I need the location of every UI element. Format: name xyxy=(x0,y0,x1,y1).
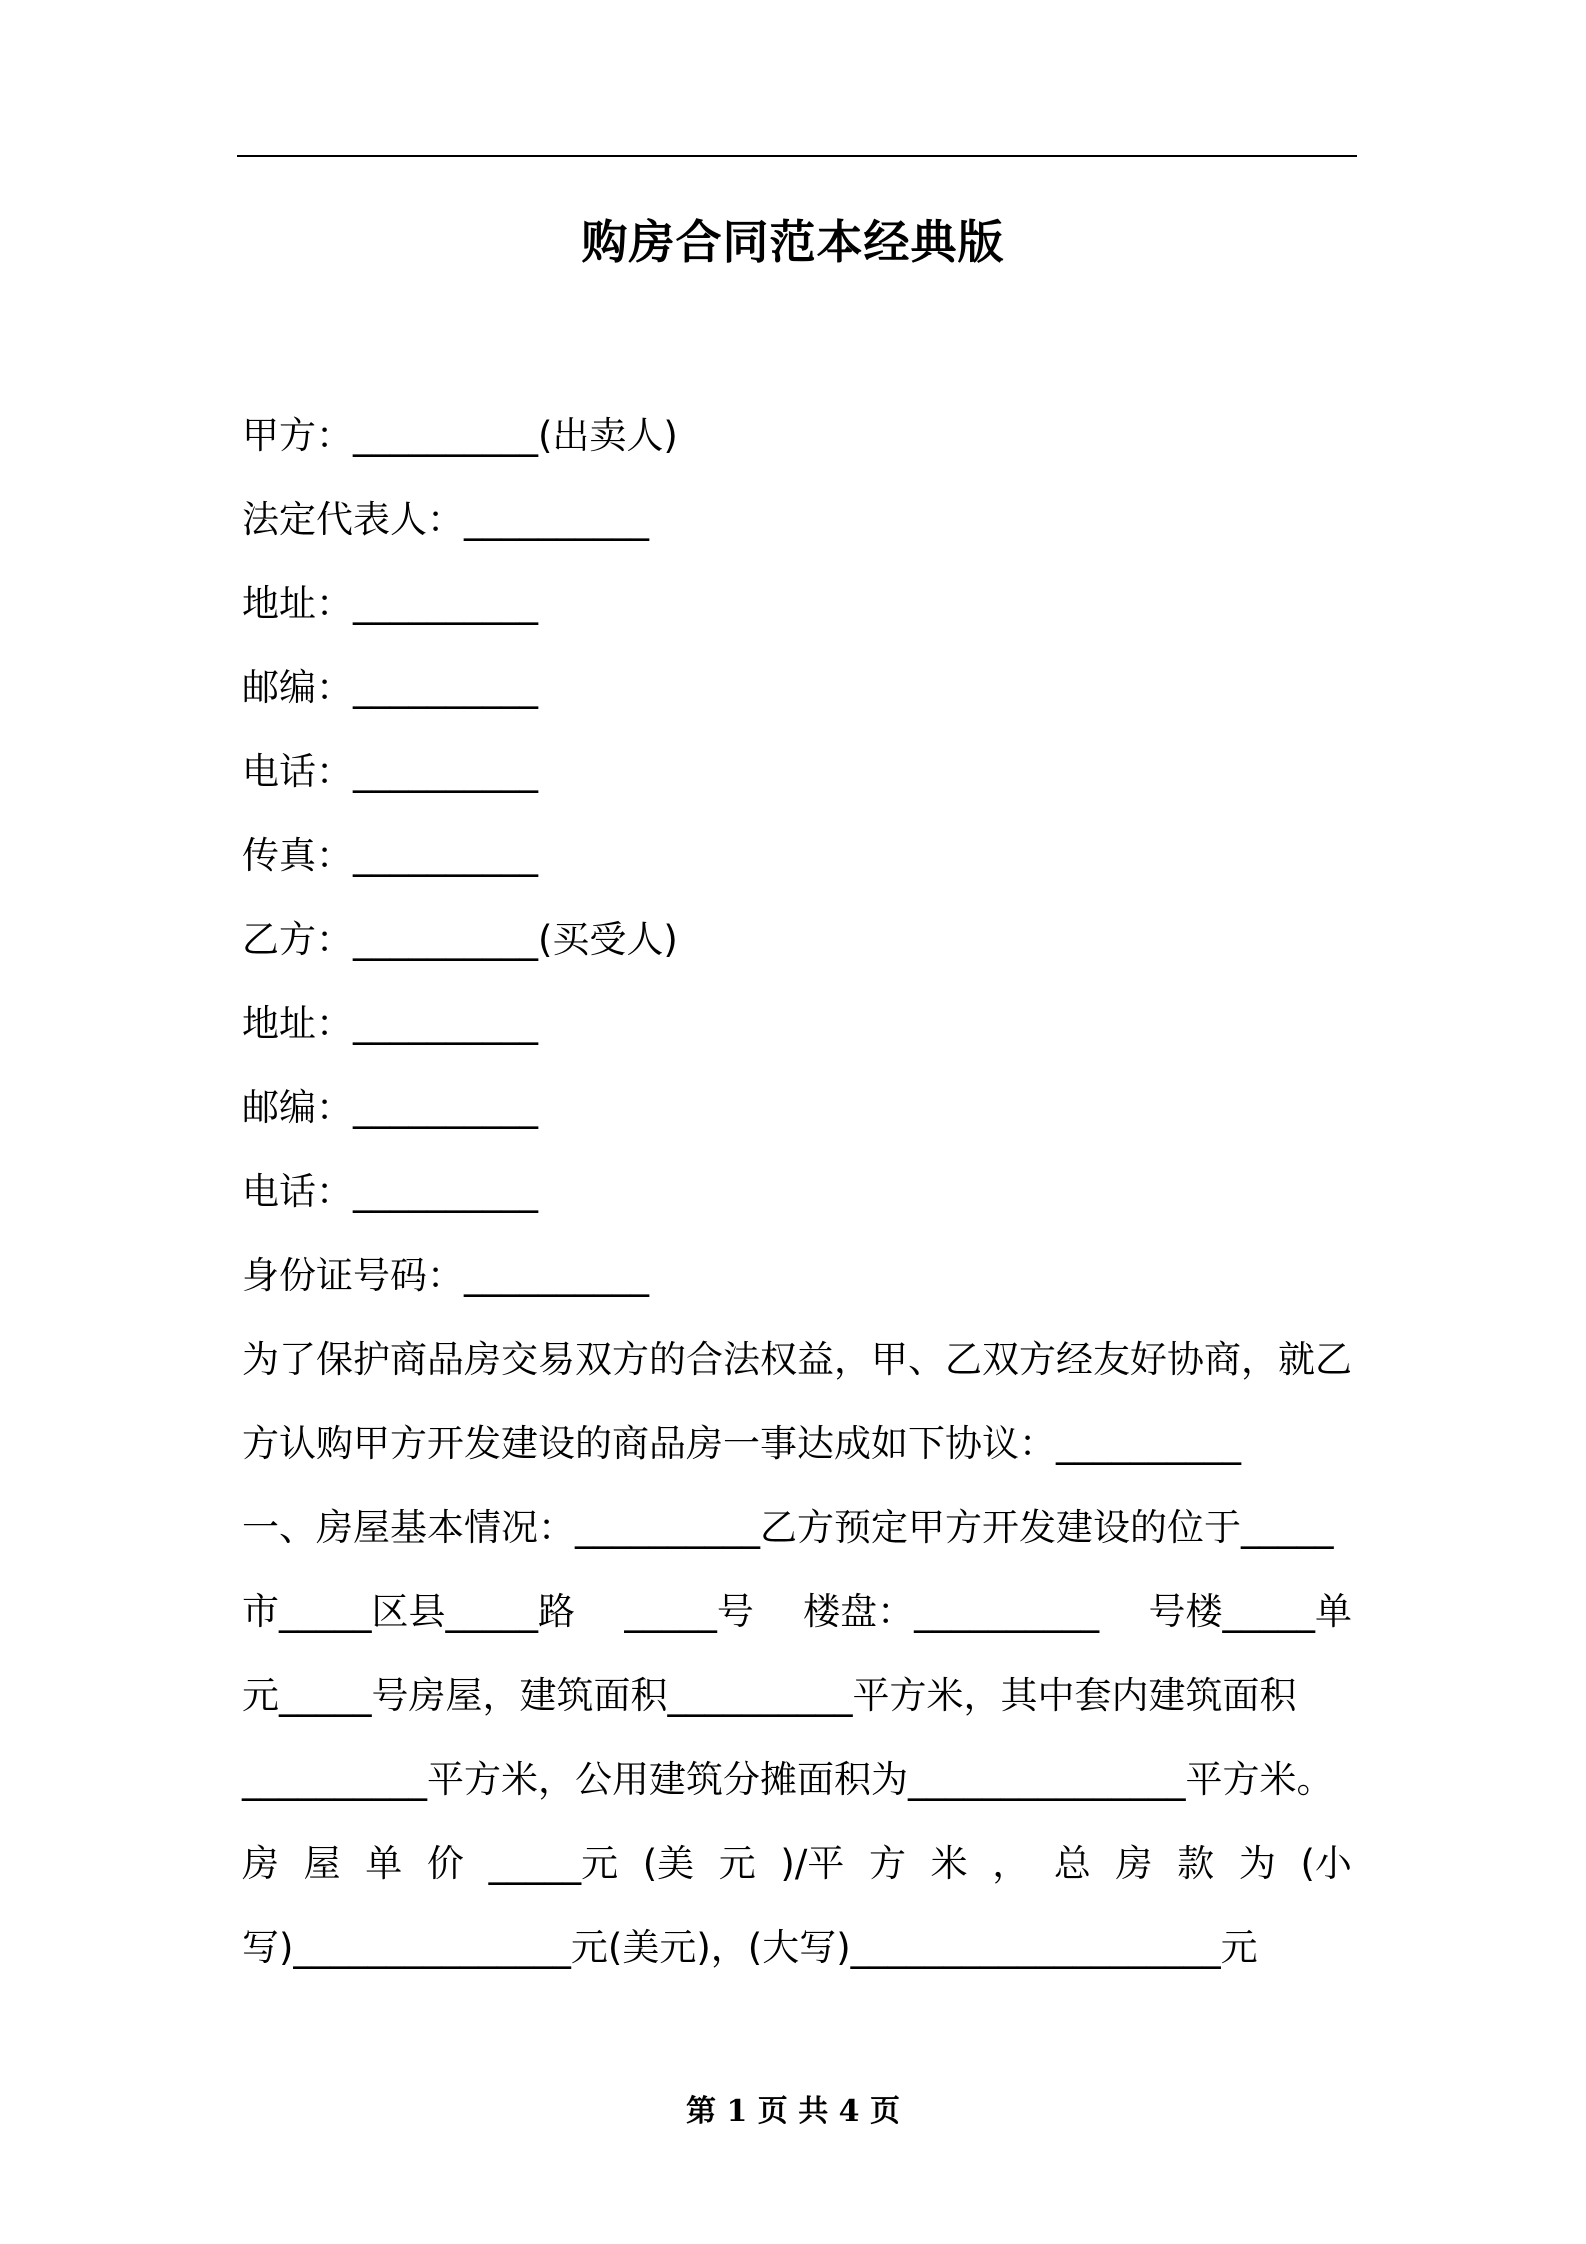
section-one-line-3: 元_____号房屋，建筑面积__________平方米，其中套内建筑面积 xyxy=(242,1674,1297,1717)
line-segment: 房 xyxy=(242,1842,279,1885)
page-number-footer: 第 1 页 共 4 页 xyxy=(686,2094,900,2129)
section-one-line-2 xyxy=(242,1586,1352,1638)
section-one-line-1: 一、房屋基本情况：__________乙方预定甲方开发建设的位于_____ xyxy=(242,1506,1334,1549)
preamble-line-2: 方认购甲方开发建设的商品房一事达成如下协议：__________ xyxy=(242,1422,1241,1465)
line-segment: 款 xyxy=(1177,1842,1215,1885)
line-segment: _____元 xyxy=(488,1842,619,1885)
party-b-line: 乙方：__________(买受人) xyxy=(242,918,678,961)
line-segment: 楼盘：__________ xyxy=(803,1590,1100,1633)
party-a-line: 甲方：__________(出卖人) xyxy=(242,414,678,457)
line-segment: 号楼_____单 xyxy=(1148,1590,1352,1633)
line-segment: ， xyxy=(992,1842,1030,1885)
line-segment: (美 xyxy=(642,1842,695,1885)
line-segment: 屋 xyxy=(303,1842,341,1885)
party-a-fax-line: 传真：__________ xyxy=(242,834,538,877)
line-segment: 为 xyxy=(1238,1842,1276,1885)
party-b-address-line: 地址：__________ xyxy=(242,1002,538,1045)
header-rule xyxy=(237,155,1357,157)
party-a-phone-line: 电话：__________ xyxy=(242,750,538,793)
party-b-phone-line: 电话：__________ xyxy=(242,1170,538,1213)
line-segment: 单 xyxy=(365,1842,403,1885)
line-segment: _____号 xyxy=(624,1590,754,1633)
document-title: 购房合同范本经典版 xyxy=(581,215,1005,269)
line-segment: (小 xyxy=(1300,1842,1352,1885)
line-segment: 价 xyxy=(426,1842,464,1885)
line-segment: 市_____区县_____路 xyxy=(242,1590,575,1633)
party-b-id-number-line: 身份证号码：__________ xyxy=(242,1254,649,1297)
line-segment: 元 xyxy=(718,1842,756,1885)
line-segment: 方 xyxy=(868,1842,906,1885)
section-one-line-4: __________平方米，公用建筑分摊面积为_______________平方米。 xyxy=(242,1758,1334,1801)
party-b-postcode-line: 邮编：__________ xyxy=(242,1086,538,1129)
party-a-address-line: 地址：__________ xyxy=(242,582,538,625)
legal-representative-line: 法定代表人：__________ xyxy=(242,498,649,541)
line-segment: 总 xyxy=(1053,1842,1091,1885)
line-segment: 房 xyxy=(1115,1842,1153,1885)
line-segment: )/平 xyxy=(780,1842,845,1885)
section-one-line-5 xyxy=(242,1838,1352,1890)
section-one-line-6: 写)_______________元(美元)，(大写)____________________元 xyxy=(242,1926,1258,1969)
preamble-line-1: 为了保护商品房交易双方的合法权益，甲、乙双方经友好协商，就乙 xyxy=(242,1338,1352,1381)
party-a-postcode-line: 邮编：__________ xyxy=(242,666,538,709)
line-segment: 米 xyxy=(930,1842,968,1885)
